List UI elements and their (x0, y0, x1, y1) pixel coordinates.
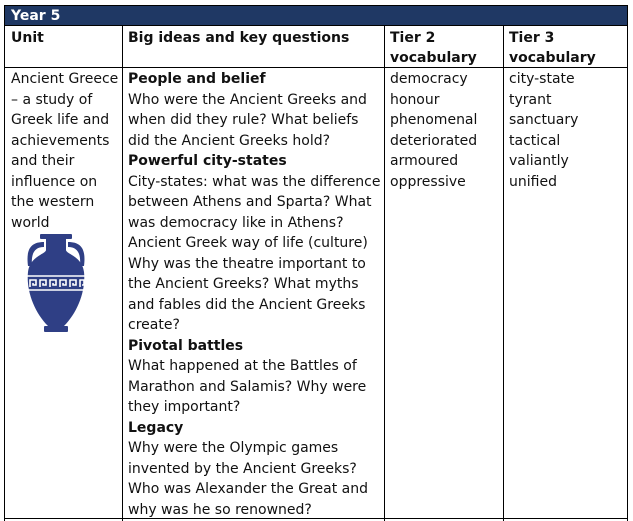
unit-line: influence on (11, 173, 98, 190)
table-border-left (4, 26, 5, 521)
tier2-word: deteriorated (390, 132, 478, 149)
question-line: between Athens and Sparta? What (128, 194, 372, 210)
question-line: they important? (128, 399, 241, 415)
header-big-ideas (128, 28, 349, 48)
tier3-word: sanctuary (509, 112, 579, 128)
header-tier2-line: Tier 2 (390, 30, 436, 46)
unit-line: Ancient Greece (11, 71, 119, 87)
header-tier2-line: vocabulary (390, 50, 477, 66)
question-line: invented by the Ancient Greeks? (128, 460, 357, 477)
unit-line: and their (11, 153, 75, 169)
year-label: Year 5 (11, 8, 61, 24)
question-line: when did they rule? What beliefs (128, 112, 359, 128)
tier3-word: city-state (509, 71, 575, 87)
header-unit (11, 28, 44, 48)
tier2-word: democracy (390, 71, 468, 87)
header-tier3-line: vocabulary (509, 50, 596, 66)
tier3-word: tyrant (509, 91, 552, 108)
tier2-word: honour (390, 91, 440, 108)
unit-line: the western (11, 194, 95, 210)
big-ideas-cell (128, 69, 381, 520)
tier2-cell (390, 69, 477, 192)
question-line: create? (128, 317, 180, 333)
header-unit-label: Unit (11, 30, 44, 46)
greek-amphora-icon (22, 234, 90, 336)
unit-line: Greek life and (11, 112, 110, 128)
header-tier3-line: Tier 3 (509, 30, 555, 46)
table-border-right (627, 26, 628, 521)
column-divider-2 (384, 26, 385, 521)
question-line: was democracy like in Athens? (128, 214, 344, 231)
question-line: Who were the Ancient Greeks and (128, 91, 367, 108)
question-line: why was he so renowned? (128, 501, 312, 518)
tier2-word: oppressive (390, 173, 466, 190)
question-line: Marathon and Salamis? Why were (128, 378, 367, 395)
question-line: Ancient Greek way of life (culture) (128, 235, 368, 251)
question-line: What happened at the Battles of (128, 358, 357, 374)
header-tier3 (509, 28, 596, 68)
question-line: Who was Alexander the Great and (128, 481, 368, 497)
question-line: City-states: what was the difference (128, 173, 381, 190)
question-line: did the Ancient Greeks hold? (128, 132, 331, 149)
question-line: the Ancient Greeks? What myths (128, 276, 359, 292)
column-divider-3 (503, 26, 504, 521)
unit-line: – a study of (11, 91, 93, 108)
column-divider-1 (122, 26, 123, 521)
tier3-word: tactical (509, 132, 561, 149)
year-header-bar (4, 5, 628, 26)
section-heading: People and belief (128, 71, 266, 87)
unit-line: achievements (11, 132, 110, 149)
question-line: Why was the theatre important to (128, 255, 366, 272)
unit-cell (11, 69, 118, 233)
unit-line: world (11, 214, 50, 231)
tier2-word: phenomenal (390, 112, 478, 128)
header-big-ideas-label: Big ideas and key questions (128, 30, 350, 46)
question-line: Why were the Olympic games (128, 440, 339, 456)
tier3-word: unified (509, 173, 557, 190)
header-tier2 (390, 28, 477, 68)
tier2-word: armoured (390, 153, 459, 169)
tier3-cell (509, 69, 578, 192)
tier3-word: valiantly (509, 153, 569, 169)
section-heading: Pivotal battles (128, 337, 244, 354)
question-line: and fables did the Ancient Greeks (128, 296, 366, 313)
section-heading: Powerful city-states (128, 153, 287, 169)
section-heading: Legacy (128, 419, 184, 436)
